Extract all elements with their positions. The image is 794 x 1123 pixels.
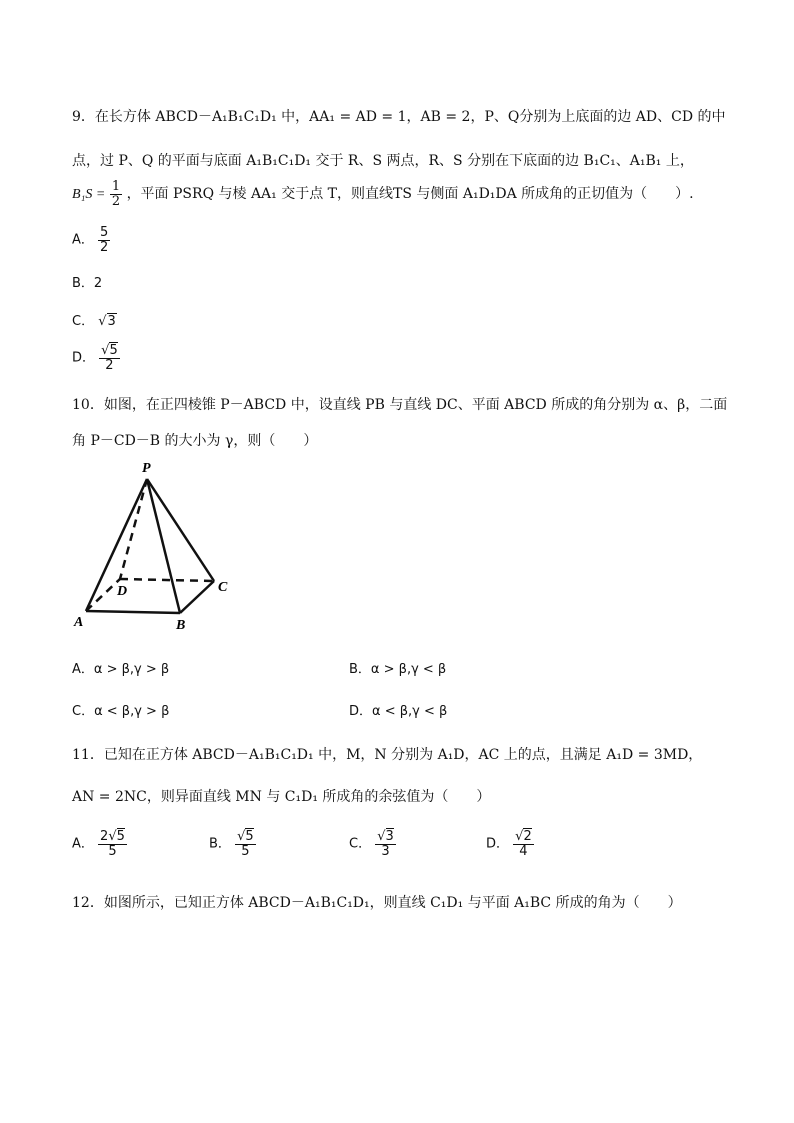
q9-option-a-fraction [98,226,110,254]
q9-b1s-label: B₁S = [72,187,106,203]
q10-option-a[interactable]: A．α > β,γ > β [72,662,170,677]
q11-option-b[interactable] [209,830,256,858]
q9-option-d-den: 2 [105,357,114,373]
q11-option-c-radicand: 3 [385,829,394,844]
q11-option-a-num: 2√5 [100,829,125,844]
q12-line-1: 12．如图所示，已知正方体 ABCD－A₁B₁C₁D₁，则直线 C₁D₁ 与平面 A₁BC 所成的角为（ ） [72,895,682,911]
q11-option-a-coef: 2 [100,829,109,844]
q9-option-c[interactable] [72,310,117,329]
q9-option-c-sqrt: √3 [98,314,116,329]
q9-option-b[interactable]: B．2 [72,276,103,291]
q11-option-b-num: √5 [237,829,254,844]
q10-option-b[interactable]: B．α > β,γ < β [349,662,447,677]
q11-option-c-fraction [375,830,396,858]
q11-option-c-den: 3 [381,843,390,859]
q10-option-d[interactable]: D．α < β,γ < β [349,704,448,719]
label-a: A [74,615,84,630]
edge-ad-hidden [86,579,120,611]
q11-option-d-radicand: 2 [523,829,532,844]
edge-pb [147,479,180,613]
q9-line-3 [72,180,694,208]
edge-ab [86,611,180,613]
q9-frac-den: 2 [111,193,121,209]
q9-option-d[interactable] [72,344,120,372]
q9-option-d-fraction [99,344,120,372]
label-d: D [117,584,128,599]
q11-option-d-label: D． [486,836,510,852]
q11-option-c-label: C． [349,836,372,852]
q9-option-d-label: D． [72,350,96,366]
q10-line-1: 10．如图，在正四棱锥 P－ABCD 中，设直线 PB 与直线 DC、平面 ABCD 所成的角分别为 α、β，二面 [72,397,728,413]
q10-pyramid-figure [70,455,240,635]
q10-option-c[interactable]: C．α < β,γ > β [72,704,170,719]
q11-option-c[interactable] [349,830,396,858]
q11-option-b-fraction [235,830,256,858]
edge-pc [147,479,214,581]
q9-option-a-den: 2 [100,239,109,255]
q11-option-b-radicand: 5 [245,829,254,844]
q11-option-d-num: √2 [515,829,532,844]
q9-option-d-num: √5 [101,343,118,358]
label-p: P [142,461,151,476]
q9-line-2: 点，过 P、Q 的平面与底面 A₁B₁C₁D₁ 交于 R、S 两点，R、S 分别在下底面的边 B₁C₁、A₁B₁ 上， [72,153,694,169]
q9-option-c-radicand: 3 [107,314,116,329]
q9-option-c-label: C． [72,314,95,329]
q11-option-c-num: √3 [377,829,394,844]
q9-option-a-num: 5 [100,225,109,240]
q11-option-d-den: 4 [519,843,528,859]
q11-option-a[interactable] [72,830,127,858]
q9-frac-num: 1 [111,179,121,194]
q11-option-a-den: 5 [108,843,117,859]
q9-option-d-radicand: 5 [109,343,118,358]
label-c: C [218,580,228,595]
edge-dc-hidden [120,579,214,581]
q9-option-a[interactable] [72,226,110,254]
q11-option-b-label: B． [209,836,231,852]
q11-option-d-fraction [513,830,534,858]
edge-bc [180,581,214,613]
q11-option-a-radicand: 5 [116,829,125,844]
q9-line-1: 9．在长方体 ABCD－A₁B₁C₁D₁ 中，AA₁ = AD = 1，AB = 2，P、Q分别为上底面的边 AD、CD 的中 [72,109,726,125]
label-b: B [176,618,186,633]
q11-option-a-label: A． [72,836,94,852]
q11-line-1: 11．已知在正方体 ABCD－A₁B₁C₁D₁ 中，M，N 分别为 A₁D，AC 上的点，且满足 A₁D = 3MD， [72,747,703,763]
q9-option-a-label: A． [72,232,94,248]
q11-line-2: AN = 2NC，则异面直线 MN 与 C₁D₁ 所成角的余弦值为（ ） [72,789,491,805]
q11-option-d[interactable] [486,830,534,858]
q11-option-a-fraction [98,830,127,858]
q9-fraction-one-half [110,180,122,208]
q10-line-2: 角 P－CD－B 的大小为 γ，则（ ） [72,433,318,449]
q9-line-3-rest: ，平面 PSRQ 与棱 AA₁ 交于点 T，则直线TS 与侧面 A₁D₁DA 所成角的正切值为（ ）. [126,186,694,203]
q11-option-b-den: 5 [241,843,250,859]
